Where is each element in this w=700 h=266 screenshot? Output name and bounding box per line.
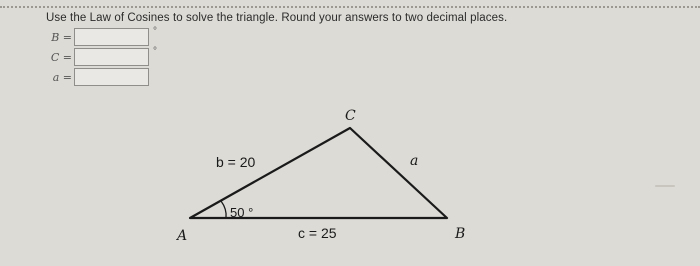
side-label-a: a (410, 153, 419, 169)
degree-unit-c: ° (153, 46, 157, 57)
triangle-shape (190, 128, 447, 218)
answer-label-a: a = (52, 71, 72, 84)
angle-label-a: 50 ° (230, 205, 254, 220)
degree-unit-b: ° (153, 26, 157, 37)
side-label-c: c = 25 (298, 225, 337, 241)
side-label-b: b = 20 (216, 154, 256, 170)
angle-a-arc (221, 201, 226, 218)
vertex-label-a: A (177, 228, 188, 244)
answer-label-b: B = (51, 31, 72, 44)
vertex-label-b: B (455, 226, 466, 242)
screen-reflection (655, 185, 675, 187)
question-text: Use the Law of Cosines to solve the triangle. Round your answers to two decimal places. (46, 12, 508, 24)
answer-label-c: C = (50, 51, 72, 64)
vertex-label-c: C (345, 108, 356, 124)
